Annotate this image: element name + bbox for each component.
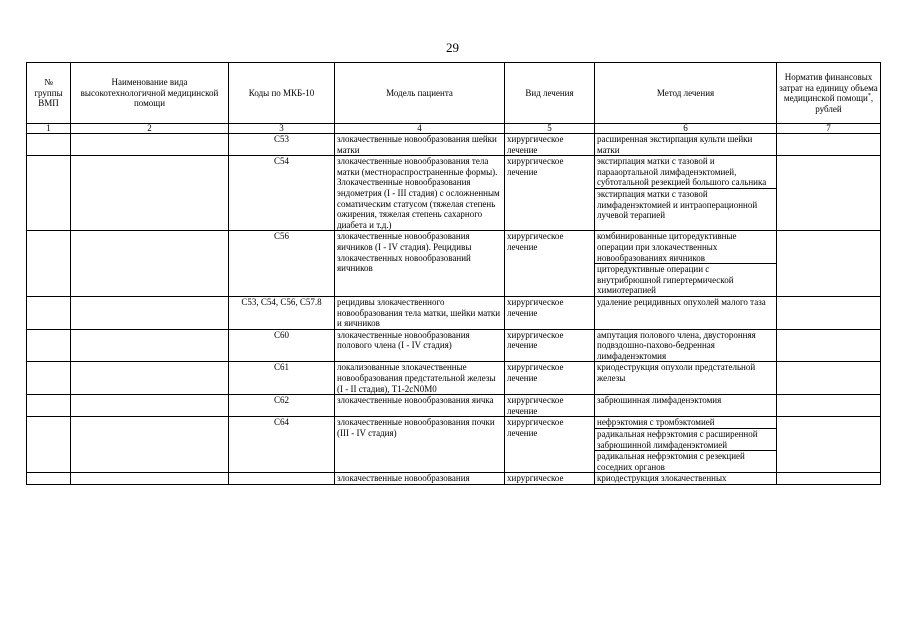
patient-model-cell: злокачественные новообразования полового члена (I - IV стадия) [335, 329, 505, 362]
treatment-method-cell [595, 395, 777, 417]
header-footnote-mark: * [867, 93, 871, 99]
icd-code-cell: С54 [229, 156, 335, 231]
table-row [27, 134, 881, 156]
treatment-method: удаление рецидивных опухолей малого таза [597, 296, 766, 307]
treatment-method: радикальная нефрэктомия с резекцией соседних органов [597, 451, 745, 472]
patient-model-cell: злокачественные новообразования тела матки (местнораспространенные формы). Злокачественные новообразования эндометрия (I - III стадия) с осложненным соматическим статусом (тяжелая степень ожирения, тяжелая степень сахарного диабета и т.д.) [335, 156, 505, 231]
treatment-method-cell [595, 417, 777, 473]
treatment-method-cell [595, 329, 777, 362]
treatment-method-cell [595, 134, 777, 156]
care-type-cell [71, 134, 229, 156]
icd-code-cell: С53, С54, С56, С57.8 [229, 296, 335, 329]
icd-code-cell: С64 [229, 417, 335, 473]
header-financial-norm-text: Норматив финансовых затрат на единицу объема медицинской помощи [779, 72, 878, 103]
patient-model-cell: локализованные злокачественные новообразования предстательной железы (I - II стадия), Т1-2cN0M0 [335, 362, 505, 395]
patient-model-cell: злокачественные новообразования [335, 473, 505, 485]
header-treatment-type: Вид лечения [505, 63, 595, 124]
treatment-type-cell: хирургическое лечение [505, 134, 595, 156]
header-icd-codes: Коды по МКБ-10 [229, 63, 335, 124]
financial-norm-cell [777, 329, 881, 362]
treatment-method: криодеструкция злокачественных [597, 473, 727, 484]
treatment-type-cell: хирургическое лечение [505, 417, 595, 473]
column-number: 4 [335, 124, 505, 134]
financial-norm-cell [777, 156, 881, 231]
table-row [27, 395, 881, 417]
medical-care-table [26, 62, 881, 485]
table-row [27, 329, 881, 362]
care-type-cell [71, 362, 229, 395]
group-cell [27, 395, 71, 417]
financial-norm-cell [777, 417, 881, 473]
financial-norm-cell [777, 395, 881, 417]
icd-code-cell: С61 [229, 362, 335, 395]
treatment-method-cell [595, 473, 777, 485]
treatment-method: радикальная нефрэктомия с расширенной забрюшинной лимфаденэктомией [595, 429, 776, 451]
treatment-method: экстирпация матки с тазовой лимфаденэктомией и интраоперационной лучевой терапией [597, 188, 758, 221]
patient-model-cell: злокачественные новообразования шейки матки [335, 134, 505, 156]
treatment-type-cell: хирургическое лечение [505, 231, 595, 297]
care-type-cell [71, 329, 229, 362]
treatment-method: нефрэктомия с тромбэктомией [595, 417, 776, 429]
treatment-type-cell: хирургическое лечение [505, 395, 595, 417]
column-number: 1 [27, 124, 71, 134]
treatment-type-cell: хирургическое лечение [505, 362, 595, 395]
header-row [27, 63, 881, 124]
header-group-number: № группы ВМП [27, 63, 71, 124]
group-cell [27, 362, 71, 395]
treatment-method: экстирпация матки с тазовой и парааортальной лимфаденэктомией, субтотальной резекцией большого сальника [595, 156, 776, 189]
treatment-method-cell [595, 362, 777, 395]
treatment-type-cell: хирургическое [505, 473, 595, 485]
treatment-type-cell: хирургическое лечение [505, 296, 595, 329]
group-cell [27, 156, 71, 231]
treatment-method-cell [595, 231, 777, 297]
care-type-cell [71, 156, 229, 231]
group-cell [27, 296, 71, 329]
financial-norm-cell [777, 296, 881, 329]
column-number-row [27, 124, 881, 134]
treatment-method: забрюшинная лимфаденэктомия [597, 395, 722, 406]
icd-code-cell: С60 [229, 329, 335, 362]
treatment-method-cell [595, 156, 777, 231]
treatment-method: циторедуктивные операции с внутрибрюшной гипертермической химиотерапией [597, 264, 734, 296]
icd-code-cell [229, 473, 335, 485]
header-care-type: Наименование вида высокотехнологичной медицинской помощи [71, 63, 229, 124]
column-number: 5 [505, 124, 595, 134]
header-patient-model: Модель пациента [335, 63, 505, 124]
treatment-method-cell [595, 296, 777, 329]
patient-model-cell: злокачественные новообразования яичников (I - IV стадия). Рецидивы злокачественных новообразований яичников [335, 231, 505, 297]
table-row [27, 231, 881, 297]
treatment-method: расширенная экстирпация культи шейки матки [597, 134, 753, 155]
group-cell [27, 473, 71, 485]
column-number: 6 [595, 124, 777, 134]
table-row [27, 473, 881, 485]
icd-code-cell: С62 [229, 395, 335, 417]
care-type-cell [71, 395, 229, 417]
table-row [27, 296, 881, 329]
group-cell [27, 231, 71, 297]
icd-code-cell: С56 [229, 231, 335, 297]
column-number: 7 [777, 124, 881, 134]
treatment-type-cell: хирургическое лечение [505, 156, 595, 231]
treatment-method: криодеструкция опухоли предстательной железы [597, 362, 756, 384]
treatment-method: ампутация полового члена, двусторонняя подвздошно-пахово-бедренная лимфаденэктомия [597, 329, 756, 361]
treatment-method: комбинированные циторедуктивные операции при злокачественных новообразованиях яичников [595, 231, 776, 264]
page-number: 29 [446, 40, 459, 55]
patient-model-cell: рецидивы злокачественного новообразования тела матки, шейки матки и яичников [335, 296, 505, 329]
patient-model-cell: злокачественные новообразования яичка [335, 395, 505, 417]
group-cell [27, 417, 71, 473]
financial-norm-cell [777, 362, 881, 395]
financial-norm-cell [777, 473, 881, 485]
patient-model-cell: злокачественные новообразования почки (III - IV стадия) [335, 417, 505, 473]
table-row [27, 156, 881, 231]
header-financial-norm-unit: , рублей [815, 93, 874, 114]
financial-norm-cell [777, 134, 881, 156]
group-cell [27, 134, 71, 156]
table-row [27, 417, 881, 473]
care-type-cell [71, 296, 229, 329]
icd-code-cell: С53 [229, 134, 335, 156]
header-treatment-method: Метод лечения [595, 63, 777, 124]
column-number: 2 [71, 124, 229, 134]
care-type-cell [71, 231, 229, 297]
table-row [27, 362, 881, 395]
header-financial-norm [777, 63, 881, 124]
care-type-cell [71, 417, 229, 473]
column-number: 3 [229, 124, 335, 134]
group-cell [27, 329, 71, 362]
financial-norm-cell [777, 231, 881, 297]
care-type-cell [71, 473, 229, 485]
treatment-type-cell: хирургическое лечение [505, 329, 595, 362]
